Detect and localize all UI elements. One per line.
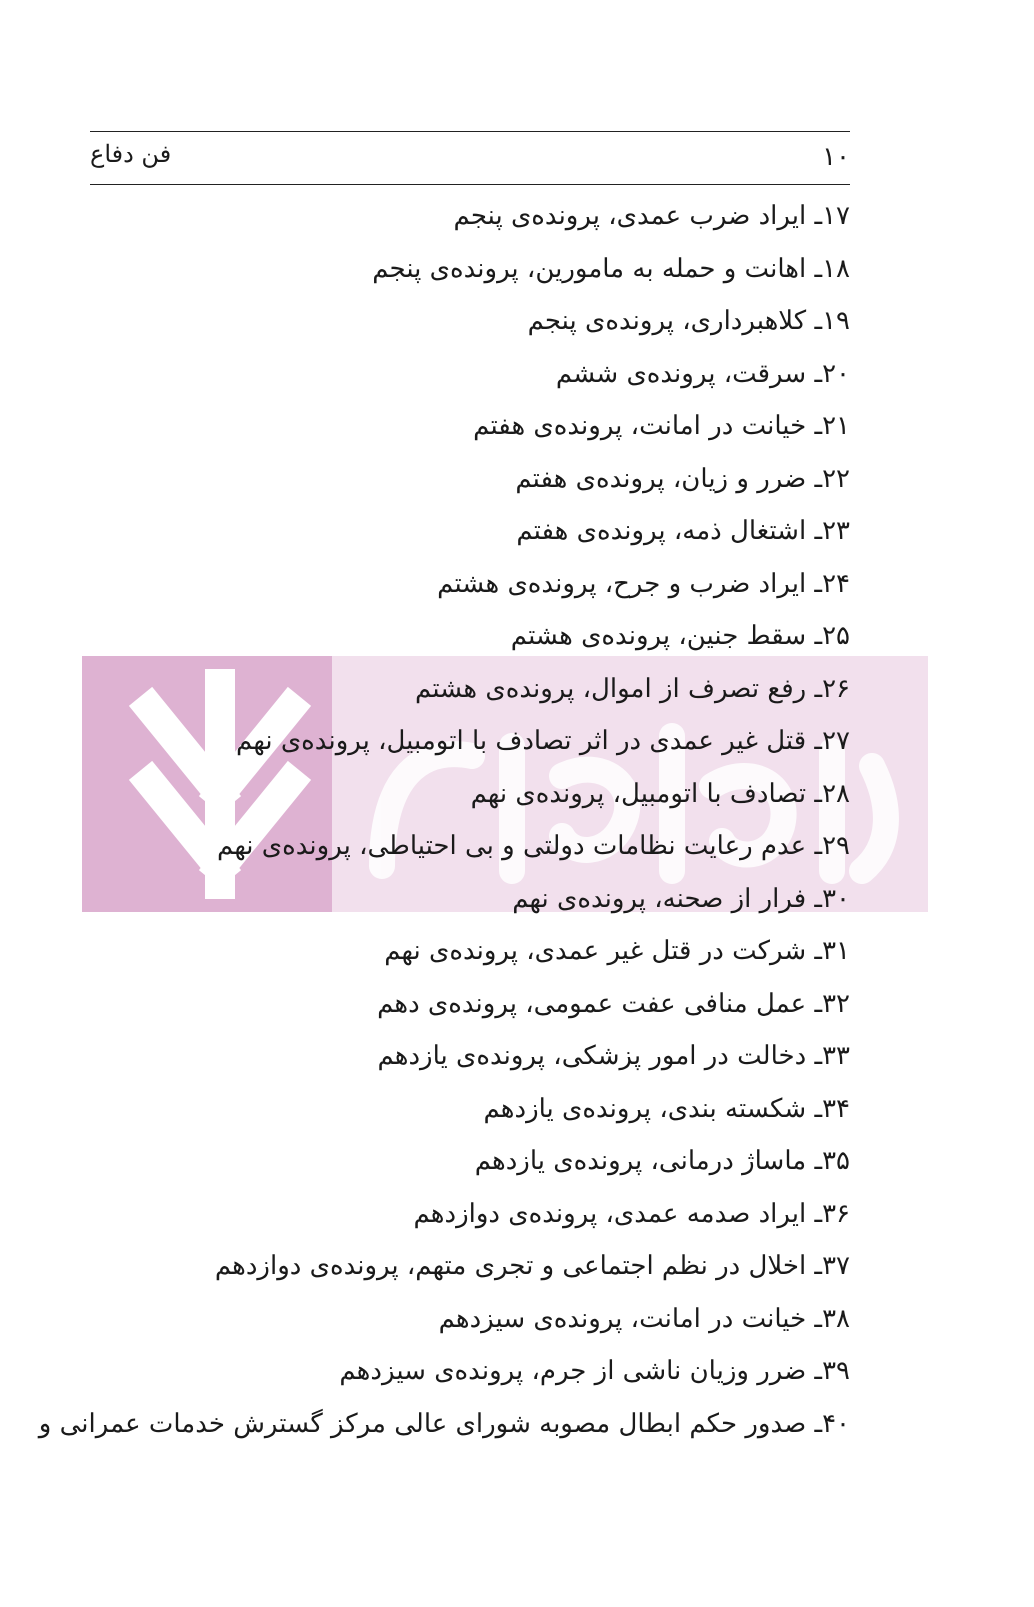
list-item: ۲۲ـ ضرر و زیان، پرونده‌ی هفتم: [515, 463, 850, 494]
list-item: ۲۸ـ تصادف با اتومبیل، پرونده‌ی نهم: [470, 778, 850, 809]
case-list: [38, 190, 850, 1450]
header-top-rule: [90, 131, 850, 132]
list-item: ۱۷ـ ایراد ضرب عمدی، پرونده‌ی پنجم: [453, 201, 850, 231]
list-item: ۳۱ـ شرکت در قتل غیر عمدی، پرونده‌ی نهم: [384, 936, 850, 966]
page-number: ۱۰: [822, 142, 850, 172]
list-item: ۲۱ـ خیانت در امانت، پرونده‌ی هفتم: [473, 411, 850, 441]
running-head: [90, 140, 850, 178]
list-item: ۳۰ـ فرار از صحنه، پرونده‌ی نهم: [512, 883, 850, 914]
list-item: ۳۵ـ ماساژ درمانی، پرونده‌ی یازدهم: [474, 1146, 850, 1176]
list-item: ۲۵ـ سقط جنین، پرونده‌ی هشتم: [510, 621, 850, 651]
list-item: ۳۳ـ دخالت در امور پزشکی، پرونده‌ی یازدهم: [377, 1041, 850, 1071]
list-item: ۲۹ـ عدم رعایت نظامات دولتی و بی احتیاطی، پرونده‌ی نهم: [217, 831, 850, 861]
list-item: ۳۸ـ خیانت در امانت، پرونده‌ی سیزدهم: [438, 1303, 850, 1334]
list-item: ۲۷ـ قتل غیر عمدی در اثر تصادف با اتومبیل، پرونده‌ی نهم: [236, 726, 850, 756]
list-item: ۳۲ـ عمل منافی عفت عمومی، پرونده‌ی دهم: [377, 988, 850, 1019]
list-item: ۲۳ـ اشتغال ذمه، پرونده‌ی هفتم: [516, 516, 850, 546]
list-item: ۳۶ـ ایراد صدمه عمدی، پرونده‌ی دوازدهم: [413, 1198, 850, 1229]
list-item: ۴۰ـ صدور حکم ابطال مصوبه شورای عالی مرکز گسترش خدمات عمرانی و: [38, 1408, 850, 1439]
list-item: ۲۶ـ رفع تصرف از اموال، پرونده‌ی هشتم: [415, 673, 850, 704]
list-item: ۱۸ـ اهانت و حمله به مامورین، پرونده‌ی پنجم: [372, 253, 850, 284]
list-item: ۳۹ـ ضرر وزیان ناشی از جرم، پرونده‌ی سیزدهم: [339, 1356, 850, 1386]
list-item: ۲۰ـ سرقت، پرونده‌ی ششم: [555, 358, 850, 389]
list-item: ۱۹ـ کلاهبرداری، پرونده‌ی پنجم: [527, 306, 850, 336]
list-item: ۲۴ـ ایراد ضرب و جرح، پرونده‌ی هشتم: [437, 568, 850, 599]
list-item: ۳۴ـ شکسته بندی، پرونده‌ی یازدهم: [483, 1093, 850, 1124]
header-bottom-rule: [90, 184, 850, 185]
list-item: ۳۷ـ اخلال در نظم اجتماعی و تجری متهم، پرونده‌ی دوازدهم: [214, 1251, 850, 1281]
book-title: فن دفاع: [90, 140, 172, 168]
